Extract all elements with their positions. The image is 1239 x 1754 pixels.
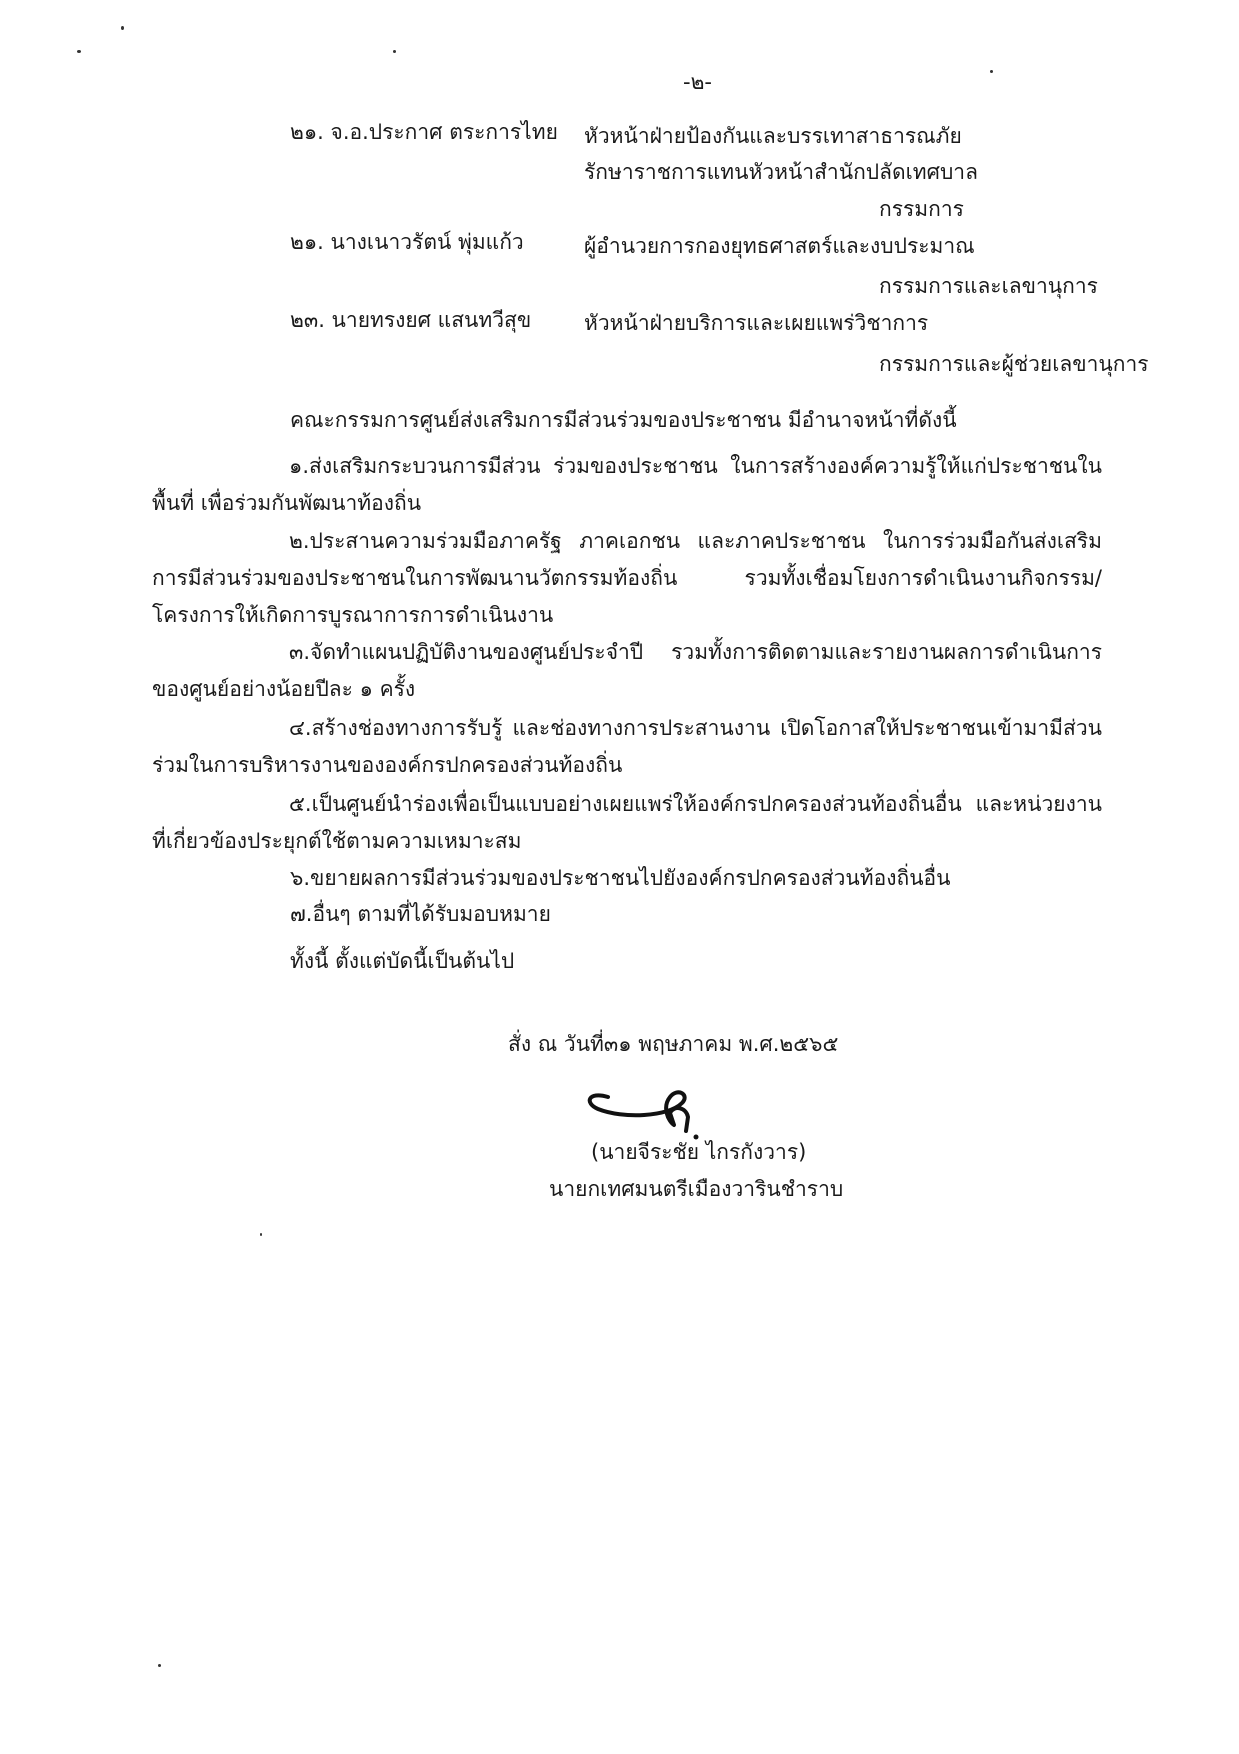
duties-intro: คณะกรรมการศูนย์ส่งเสริมการมีส่วนร่วมของประชาชน มีอำนาจหน้าที่ดังนี้ [290,408,957,432]
member-position: หัวหน้าฝ่ายป้องกันและบรรเทาสาธารณภัย [584,124,962,148]
member-role: กรรมการและผู้ช่วยเลขานุการ [879,352,1149,376]
scan-speck [260,1233,262,1236]
scan-speck [990,70,993,73]
duty-item: ๕.เป็นศูนย์นำร่องเพื่อเป็นแบบอย่างเผยแพร่ให้องค์กรปกครองส่วนท้องถิ่นอื่น และหน่วยงานที่เกี่ยวข้องประยุกต์ใช้ตามความเหมาะสม [152,792,1102,853]
duty-item: ๖.ขยายผลการมีส่วนร่วมของประชาชนไปยังองค์กรปกครองส่วนท้องถิ่นอื่น [290,866,951,890]
member-role: กรรมการและเลขานุการ [879,274,1098,298]
page-number: -๒- [683,70,712,94]
signer-name: (นายจีระชัย ไกรกังวาร) [591,1140,807,1164]
effective-statement: ทั้งนี้ ตั้งแต่บัดนี้เป็นต้นไป [290,949,515,973]
duty-item: ๗.อื่นๆ ตามที่ได้รับมอบหมาย [290,902,551,926]
signer-title: นายกเทศมนตรีเมืองวารินชำราบ [549,1177,844,1201]
member-role: กรรมการ [879,197,964,221]
scan-speck [77,50,81,53]
duty-item: ๓.จัดทำแผนปฏิบัติงานของศูนย์ประจำปี รวมทั้งการติดตามและรายงานผลการดำเนินการของศูนย์อย่างน้อยปีละ ๑ ครั้ง [152,640,1102,701]
member-name: ๒๑. นางเนาวรัตน์ พุ่มแก้ว [290,230,524,254]
duty-item: ๒.ประสานความร่วมมือภาครัฐ ภาคเอกชน และภาคประชาชน ในการร่วมมือกันส่งเสริมการมีส่วนร่วมของประชาชนในการพัฒนานวัตกรรมท้องถิ่น รวมทั้งเชื่อมโยงการดำเนินงานกิจกรรม/โครงการให้เกิดการบูรณาการการดำเนินงาน [152,529,1102,627]
member-position: รักษาราชการแทนหัวหน้าสำนักปลัดเทศบาล [584,160,978,184]
member-position: ผู้อำนวยการกองยุทธศาสตร์และงบประมาณ [584,234,975,258]
order-date: สั่ง ณ วันที่๓๑ พฤษภาคม พ.ศ.๒๕๖๕ [508,1032,839,1056]
duty-item: ๔.สร้างช่องทางการรับรู้ และช่องทางการประสานงาน เปิดโอกาสให้ประชาชนเข้ามามีส่วนร่วมในการบริหารงานขององค์กรปกครองส่วนท้องถิ่น [152,716,1102,777]
member-name: ๒๑. จ.อ.ประกาศ ตระการไทย [290,120,558,144]
scan-speck [393,50,396,53]
member-position: หัวหน้าฝ่ายบริการและเผยแพร่วิชาการ [584,311,929,335]
handwritten-signature [578,1065,728,1145]
member-name: ๒๓. นายทรงยศ แสนทวีสุข [290,308,532,332]
scan-speck [158,1664,161,1667]
duty-item: ๑.ส่งเสริมกระบวนการมีส่วน ร่วมของประชาชน ในการสร้างองค์ความรู้ให้แก่ประชาชนในพื้นที่ เพื่อร่วมกันพัฒนาท้องถิ่น [152,454,1102,515]
scan-speck [121,26,124,30]
